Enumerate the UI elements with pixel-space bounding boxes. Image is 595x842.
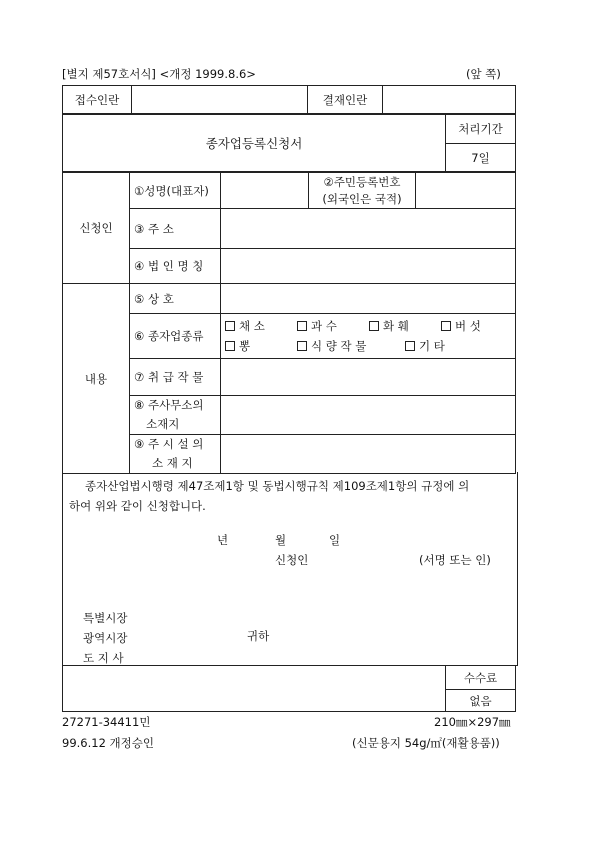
content-section [62, 283, 516, 474]
content-section-label: 내용 [63, 284, 130, 474]
statement-block [62, 472, 518, 666]
seed-type-option[interactable]: 버 섯 [441, 316, 481, 336]
form-title: 종자업등록신청서 [63, 115, 446, 172]
seed-type-option[interactable]: 기 타 [405, 336, 445, 356]
address-field[interactable] [221, 209, 516, 249]
fee-blank [63, 666, 446, 712]
checkbox-icon[interactable] [297, 341, 307, 351]
receipt-stamp-field[interactable] [132, 86, 308, 114]
checkbox-icon[interactable] [405, 341, 415, 351]
approval-stamp-field[interactable] [383, 86, 516, 114]
approval-date: 99.6.12 개정승인 [62, 736, 154, 750]
trade-name-label: ⑤ 상 호 [130, 284, 221, 314]
fee-value: 없음 [446, 690, 516, 712]
address-label: ③ 주 소 [130, 209, 221, 249]
seed-type-option[interactable]: 뽕 [225, 336, 297, 356]
applicant-section [62, 172, 516, 284]
stamp-row [62, 85, 516, 114]
trade-name-field[interactable] [221, 284, 516, 314]
office-field[interactable] [221, 396, 516, 435]
facility-label: ⑨ 주 시 설 의 소 재 지 [130, 435, 221, 474]
statement-text: 종자산업법시행령 제47조제1항 및 동법시행규칙 제109조제1항의 규정에 의 [85, 479, 470, 493]
crops-label: ⑦ 취 급 작 물 [130, 359, 221, 396]
addressee: 특별시장 광역시장 도 지 사 [83, 611, 128, 665]
processing-period-value: 7일 [446, 144, 516, 172]
reg-no-field[interactable] [416, 173, 516, 209]
honorific: 귀하 [247, 629, 270, 643]
seed-type-options [221, 314, 516, 359]
seed-type-option[interactable]: 과 수 [297, 316, 369, 336]
paper-spec: (신문용지 54g/㎡(재활용품)) [352, 736, 500, 750]
seed-type-option[interactable]: 화 훼 [369, 316, 441, 336]
name-field[interactable] [221, 173, 309, 209]
applicant-section-label: 신청인 [63, 173, 130, 284]
applicant-sign-label: 신청인 [275, 553, 309, 567]
corp-name-field[interactable] [221, 249, 516, 284]
name-label: ①성명(대표자) [130, 173, 221, 209]
year-label: 년 [217, 533, 229, 547]
paper-size: 210㎜×297㎜ [434, 715, 511, 729]
day-label: 일 [329, 533, 341, 547]
receipt-stamp-label: 접수인란 [63, 86, 132, 114]
seed-type-label: ⑥ 종자업종류 [130, 314, 221, 359]
checkbox-icon[interactable] [441, 321, 451, 331]
seed-type-option[interactable]: 채 소 [225, 316, 297, 336]
corp-name-label: ④ 법 인 명 칭 [130, 249, 221, 284]
processing-period-label: 처리기간 [446, 115, 516, 144]
page-side-label: (앞 쪽) [466, 67, 501, 81]
statement-text-cont: 하여 위와 같이 신청합니다. [69, 499, 206, 513]
form-reference: [별지 제57호서식] <개정 1999.8.6> [62, 67, 256, 81]
form-code: 27271-34411민 [62, 715, 151, 729]
crops-field[interactable] [221, 359, 516, 396]
facility-field[interactable] [221, 435, 516, 474]
checkbox-icon[interactable] [225, 341, 235, 351]
signature-label: (서명 또는 인) [419, 553, 491, 567]
office-label: ⑧ 주사무소의 소재지 [130, 396, 221, 435]
approval-stamp-label: 결재인란 [308, 86, 383, 114]
reg-no-label: ②주민등록번호 (외국인은 국적) [309, 173, 416, 209]
month-label: 월 [275, 533, 287, 547]
title-row [62, 114, 516, 172]
checkbox-icon[interactable] [369, 321, 379, 331]
checkbox-icon[interactable] [225, 321, 235, 331]
fee-row [62, 665, 516, 712]
fee-label: 수수료 [446, 666, 516, 690]
checkbox-icon[interactable] [297, 321, 307, 331]
seed-type-option[interactable]: 식 량 작 물 [297, 336, 405, 356]
